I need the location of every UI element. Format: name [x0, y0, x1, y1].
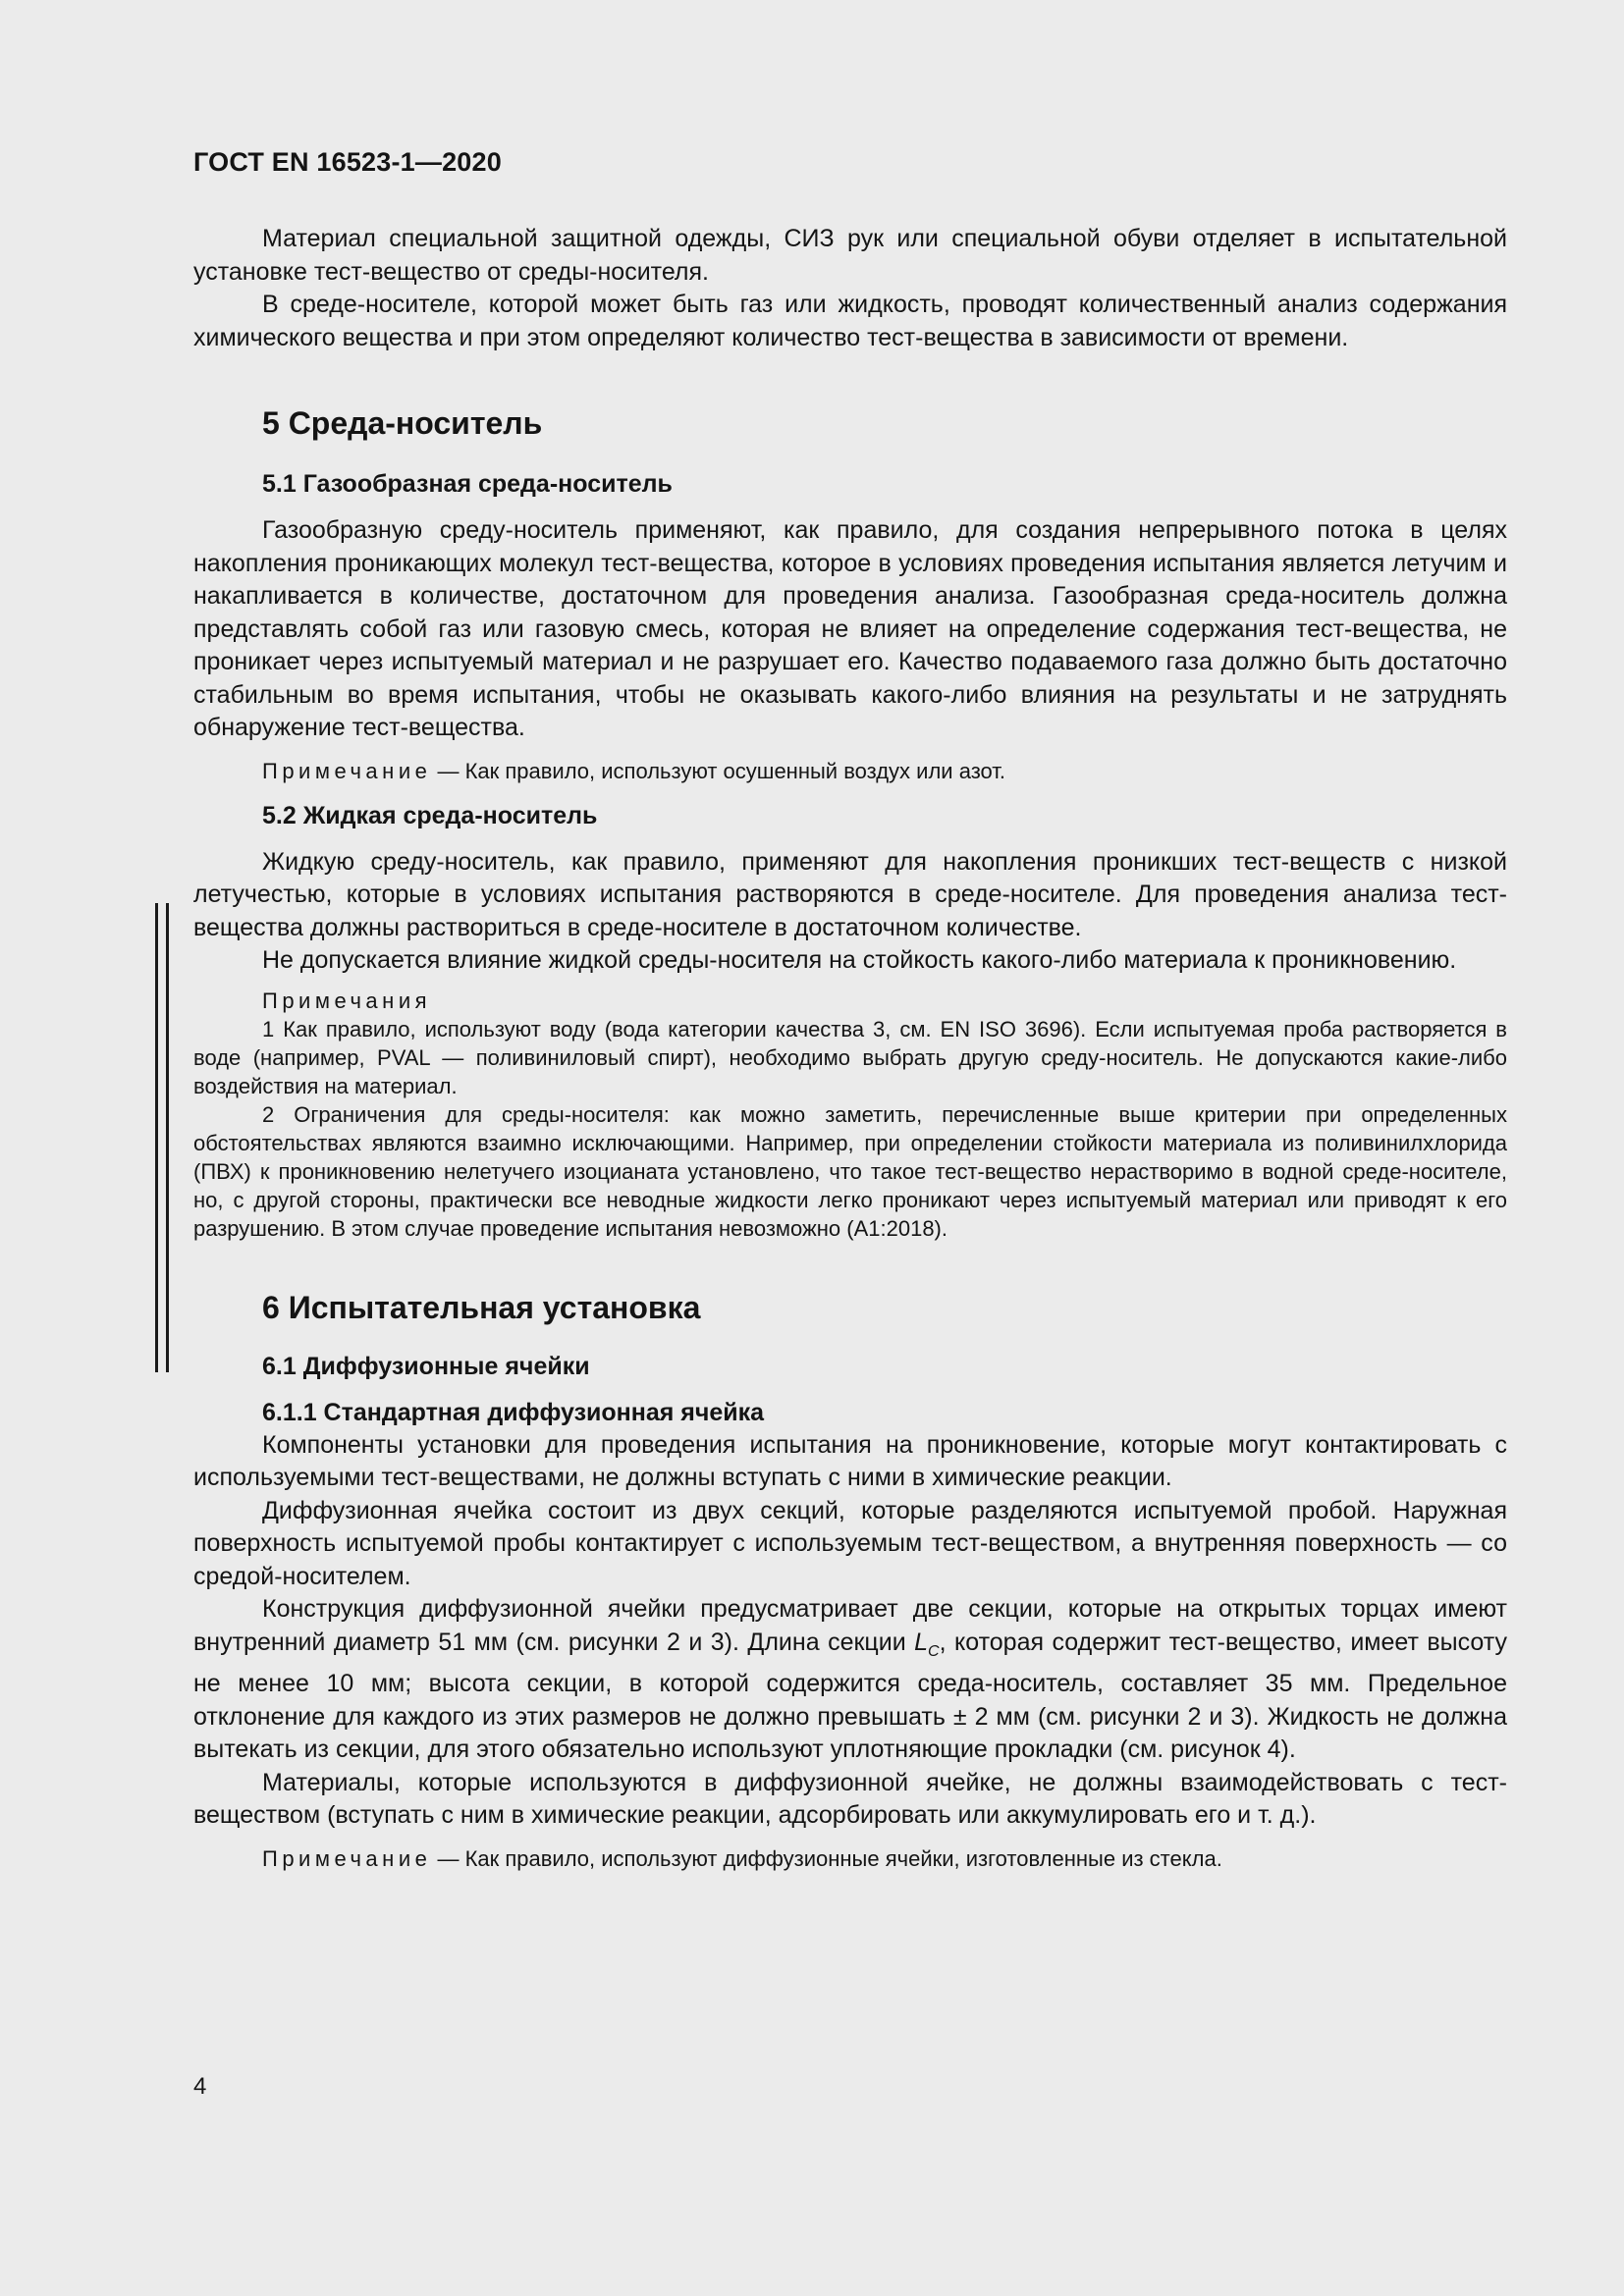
- section-6-paragraph-4: Материалы, которые используются в диффузионной ячейке, не должны взаимодействовать с тест-веществом (вступать с ним в химические реакции, адсорбировать или аккумулировать его и т. д.).: [193, 1768, 1507, 1829]
- section-5-heading: 5 Среда-носитель: [262, 405, 543, 441]
- page-number: 4: [193, 2073, 207, 2100]
- intro-paragraph-2: В среде-носителе, которой может быть газ или жидкость, проводят количественный анализ содержания химического вещества и при этом определяют количество тест-вещества в зависимости от времени.: [193, 291, 1507, 351]
- section-5-2-heading: 5.2 Жидкая среда-носитель: [262, 801, 598, 829]
- symbol-l-subscript: C: [928, 1642, 940, 1660]
- section-6-note: [193, 1844, 1507, 1874]
- section-6-paragraph-1: Компоненты установки для проведения испытания на проникновение, которые могут контактировать с используемыми тест-веществами, не должны вступать с ними в химические реакции.: [193, 1430, 1507, 1491]
- section-5-2-paragraph-2: Не допускается влияние жидкой среды-носителя на стойкость какого-либо материала к проникновению.: [262, 946, 1457, 974]
- section-6-paragraph-3: [193, 1593, 1507, 1767]
- change-bar: [155, 903, 169, 1372]
- symbol-l: L: [914, 1628, 929, 1656]
- section-6-paragraph-2: Диффузионная ячейка состоит из двух секций, которые разделяются испытуемой пробой. Наружная поверхность испытуемой пробы контактирует с используемым тест-веществом, а внутренняя поверхность — со средой-носителем.: [193, 1496, 1507, 1590]
- note-label: Примечание: [262, 758, 432, 783]
- section-5-2-notes-label: Примечания: [262, 988, 432, 1013]
- section-5-2-paragraph-1: Жидкую среду-носитель, как правило, применяют для накопления проникших тест-веществ с низкой летучестью, которые в условиях испытания растворяются в среде-носителе. Для проведения анализа тест-вещества должны раствориться в среде-носителе в достаточном количестве.: [193, 847, 1507, 941]
- section-5-1-heading: 5.1 Газообразная среда-носитель: [262, 470, 673, 498]
- paragraph-3-part-a: Конструкция диффузионной ячейки предусматривает две секции, которые на открытых торцах имеют внутренний диаметр 51 мм (см. рисунки 2 и 3). Длина секции: [193, 1595, 1507, 1656]
- section-5-1-note: [193, 757, 1507, 786]
- page-content: [193, 223, 1507, 1874]
- section-5-2-note-2: 2 Ограничения для среды-носителя: как можно заметить, перечисленные выше критерии при определенных обстоятельствах являются взаимно исключающими. Например, при определении стойкости материала из поливинилхлорида (ПВХ) к проникновению нелетучего изоцианата установлено, что такое тест-вещество нерастворимо в водной среде-носителе, но, с другой стороны, практически все неводные жидкости легко проникают через испытуемый материал или приводят к его разрушению. В этом случае проведение испытания невозможно (A1:2018).: [193, 1101, 1507, 1241]
- section-5-2-note-1: 1 Как правило, используют воду (вода категории качества 3, см. EN ISO 3696). Если испытуемая проба растворяется в воде (например, PVAL — поливиниловый спирт), необходимо выбрать другую среду-носитель. Не допускаются какие-либо воздействия на материал.: [193, 1016, 1507, 1098]
- section-5-1-paragraph: Газообразную среду-носитель применяют, как правило, для создания непрерывного потока в целях накопления проникающих молекул тест-вещества, которое в условиях проведения испытания является летучим и накапливается в количестве, достаточном для проведения анализа. Газообразная среда-носитель должна представлять собой газ или газовую смесь, которая не влияет на определение содержания тест-вещества, не проникает через испытуемый материал и не разрушает его. Качество подаваемого газа должно быть достаточно стабильным во время испытания, чтобы не оказывать какого-либо влияния на результаты и не затруднять обнаружение тест-вещества.: [193, 516, 1507, 741]
- section-6-1-1-heading: 6.1.1 Стандартная диффузионная ячейка: [262, 1398, 765, 1426]
- document-header: ГОСТ EN 16523-1—2020: [193, 147, 502, 177]
- note-text: — Как правило, используют осушенный воздух или азот.: [431, 758, 1006, 783]
- note-label: Примечание: [262, 1845, 432, 1871]
- section-6-heading: 6 Испытательная установка: [262, 1289, 701, 1325]
- paragraph-3-part-b: , которая содержит тест-вещество, имеет высоту не менее 10 мм; высота секции, в которой содержится среда-носитель, составляет 35 мм. Предельное отклонение для каждого из этих размеров не должно превышать ± 2 мм (см. рисунки 2 и 3). Жидкость не должна вытекать из секции, для этого обязательно используют уплотняющие прокладки (см. рисунок 4).: [193, 1628, 1507, 1763]
- section-6-1-heading: 6.1 Диффузионные ячейки: [262, 1352, 590, 1380]
- intro-paragraph-1: Материал специальной защитной одежды, СИЗ рук или специальной обуви отделяет в испытательной установке тест-вещество от среды-носителя.: [193, 225, 1507, 286]
- note-text: — Как правило, используют диффузионные ячейки, изготовленные из стекла.: [431, 1845, 1222, 1871]
